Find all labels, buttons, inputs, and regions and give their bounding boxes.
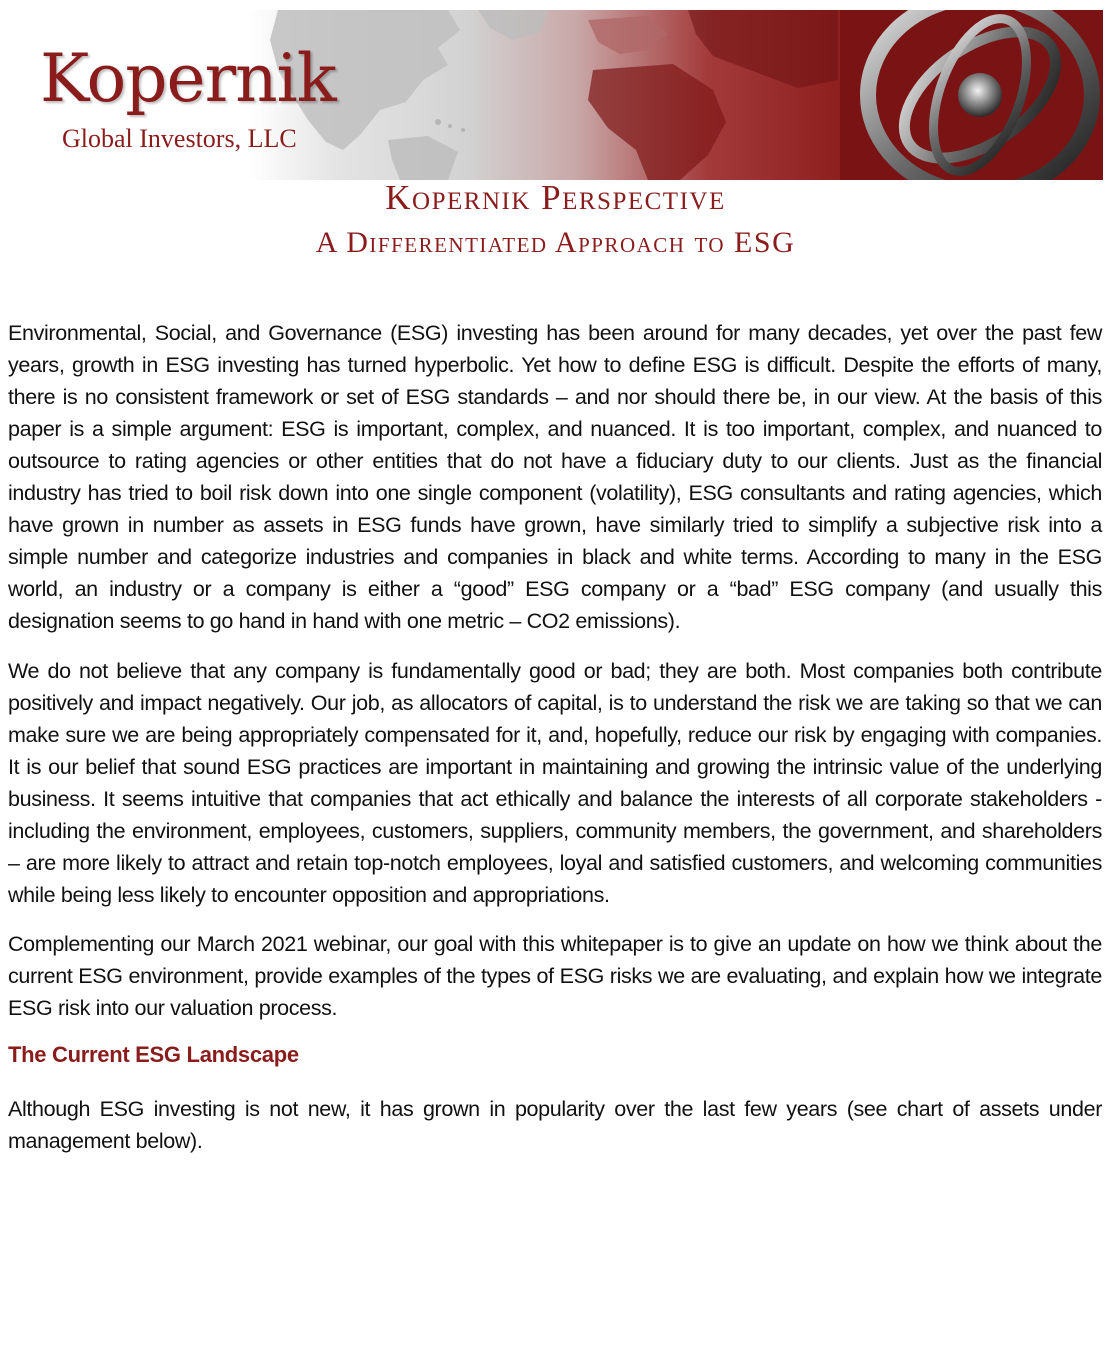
document-title: Kopernik Perspective xyxy=(385,178,726,217)
paragraph-good-or-bad: We do not believe that any company is fundamentally good or bad; they are both. Most companies both contribute positively and impact negatively. Our job, as allocators of capital, is to understand the risk we are taking so that we can make sure we are being appropriately compensated for it, and, hopefully, reduce our risk by engaging with companies. It is our belief that sound ESG practices are important in maintaining and growing the intrinsic value of the underlying business. It seems intuitive that companies that act ethically and balance the interests of all corporate stakeholders - including the environment, employees, customers, suppliers, community members, the government, and shareholders – are more likely to attract and retain top-notch employees, loyal and satisfied customers, and welcoming communities while being less likely to encounter opposition and appropriations. xyxy=(8,659,1102,907)
gyroscope-globe-icon xyxy=(840,10,1103,180)
company-logo-subtitle: Global Investors, LLC xyxy=(62,124,297,153)
paragraph-landscape: Although ESG investing is not new, it has grown in popularity over the last few years (see chart of assets under management below). xyxy=(8,1097,1102,1153)
section-heading: The Current ESG Landscape xyxy=(8,1042,299,1067)
paragraph-webinar: Complementing our March 2021 webinar, our goal with this whitepaper is to give an update on how we think about the current ESG environment, provide examples of the types of ESG risks we are evaluating, and explain how we integrate ESG risk into our valuation process. xyxy=(8,932,1102,1020)
document-subtitle: A Differentiated Approach to ESG xyxy=(315,226,796,259)
header-banner xyxy=(8,10,1103,180)
company-logo-name: Kopernik xyxy=(40,40,336,117)
paragraph-intro: Environmental, Social, and Governance (ESG) investing has been around for many decades, yet over the past few years, growth in ESG investing has turned hyperbolic. Yet how to define ESG is difficult. Despite the efforts of many, there is no consistent framework or set of ESG standards – and nor should there be, in our view. At the basis of this paper is a simple argument: ESG is important, complex, and nuanced. It is too important, complex, and nuanced to outsource to rating agencies or other entities that do not have a fiduciary duty to our clients. Just as the financial industry has tried to boil risk down into one single component (volatility), ESG consultants and rating agencies, which have grown in number as assets in ESG funds have grown, have similarly tried to simplify a subjective risk into a simple number and categorize industries and companies in black and white terms. According to many in the ESG world, an industry or a company is either a “good” ESG company or a “bad” ESG company (and usually this designation seems to go hand in hand with one metric – CO2 emissions). xyxy=(8,321,1102,633)
